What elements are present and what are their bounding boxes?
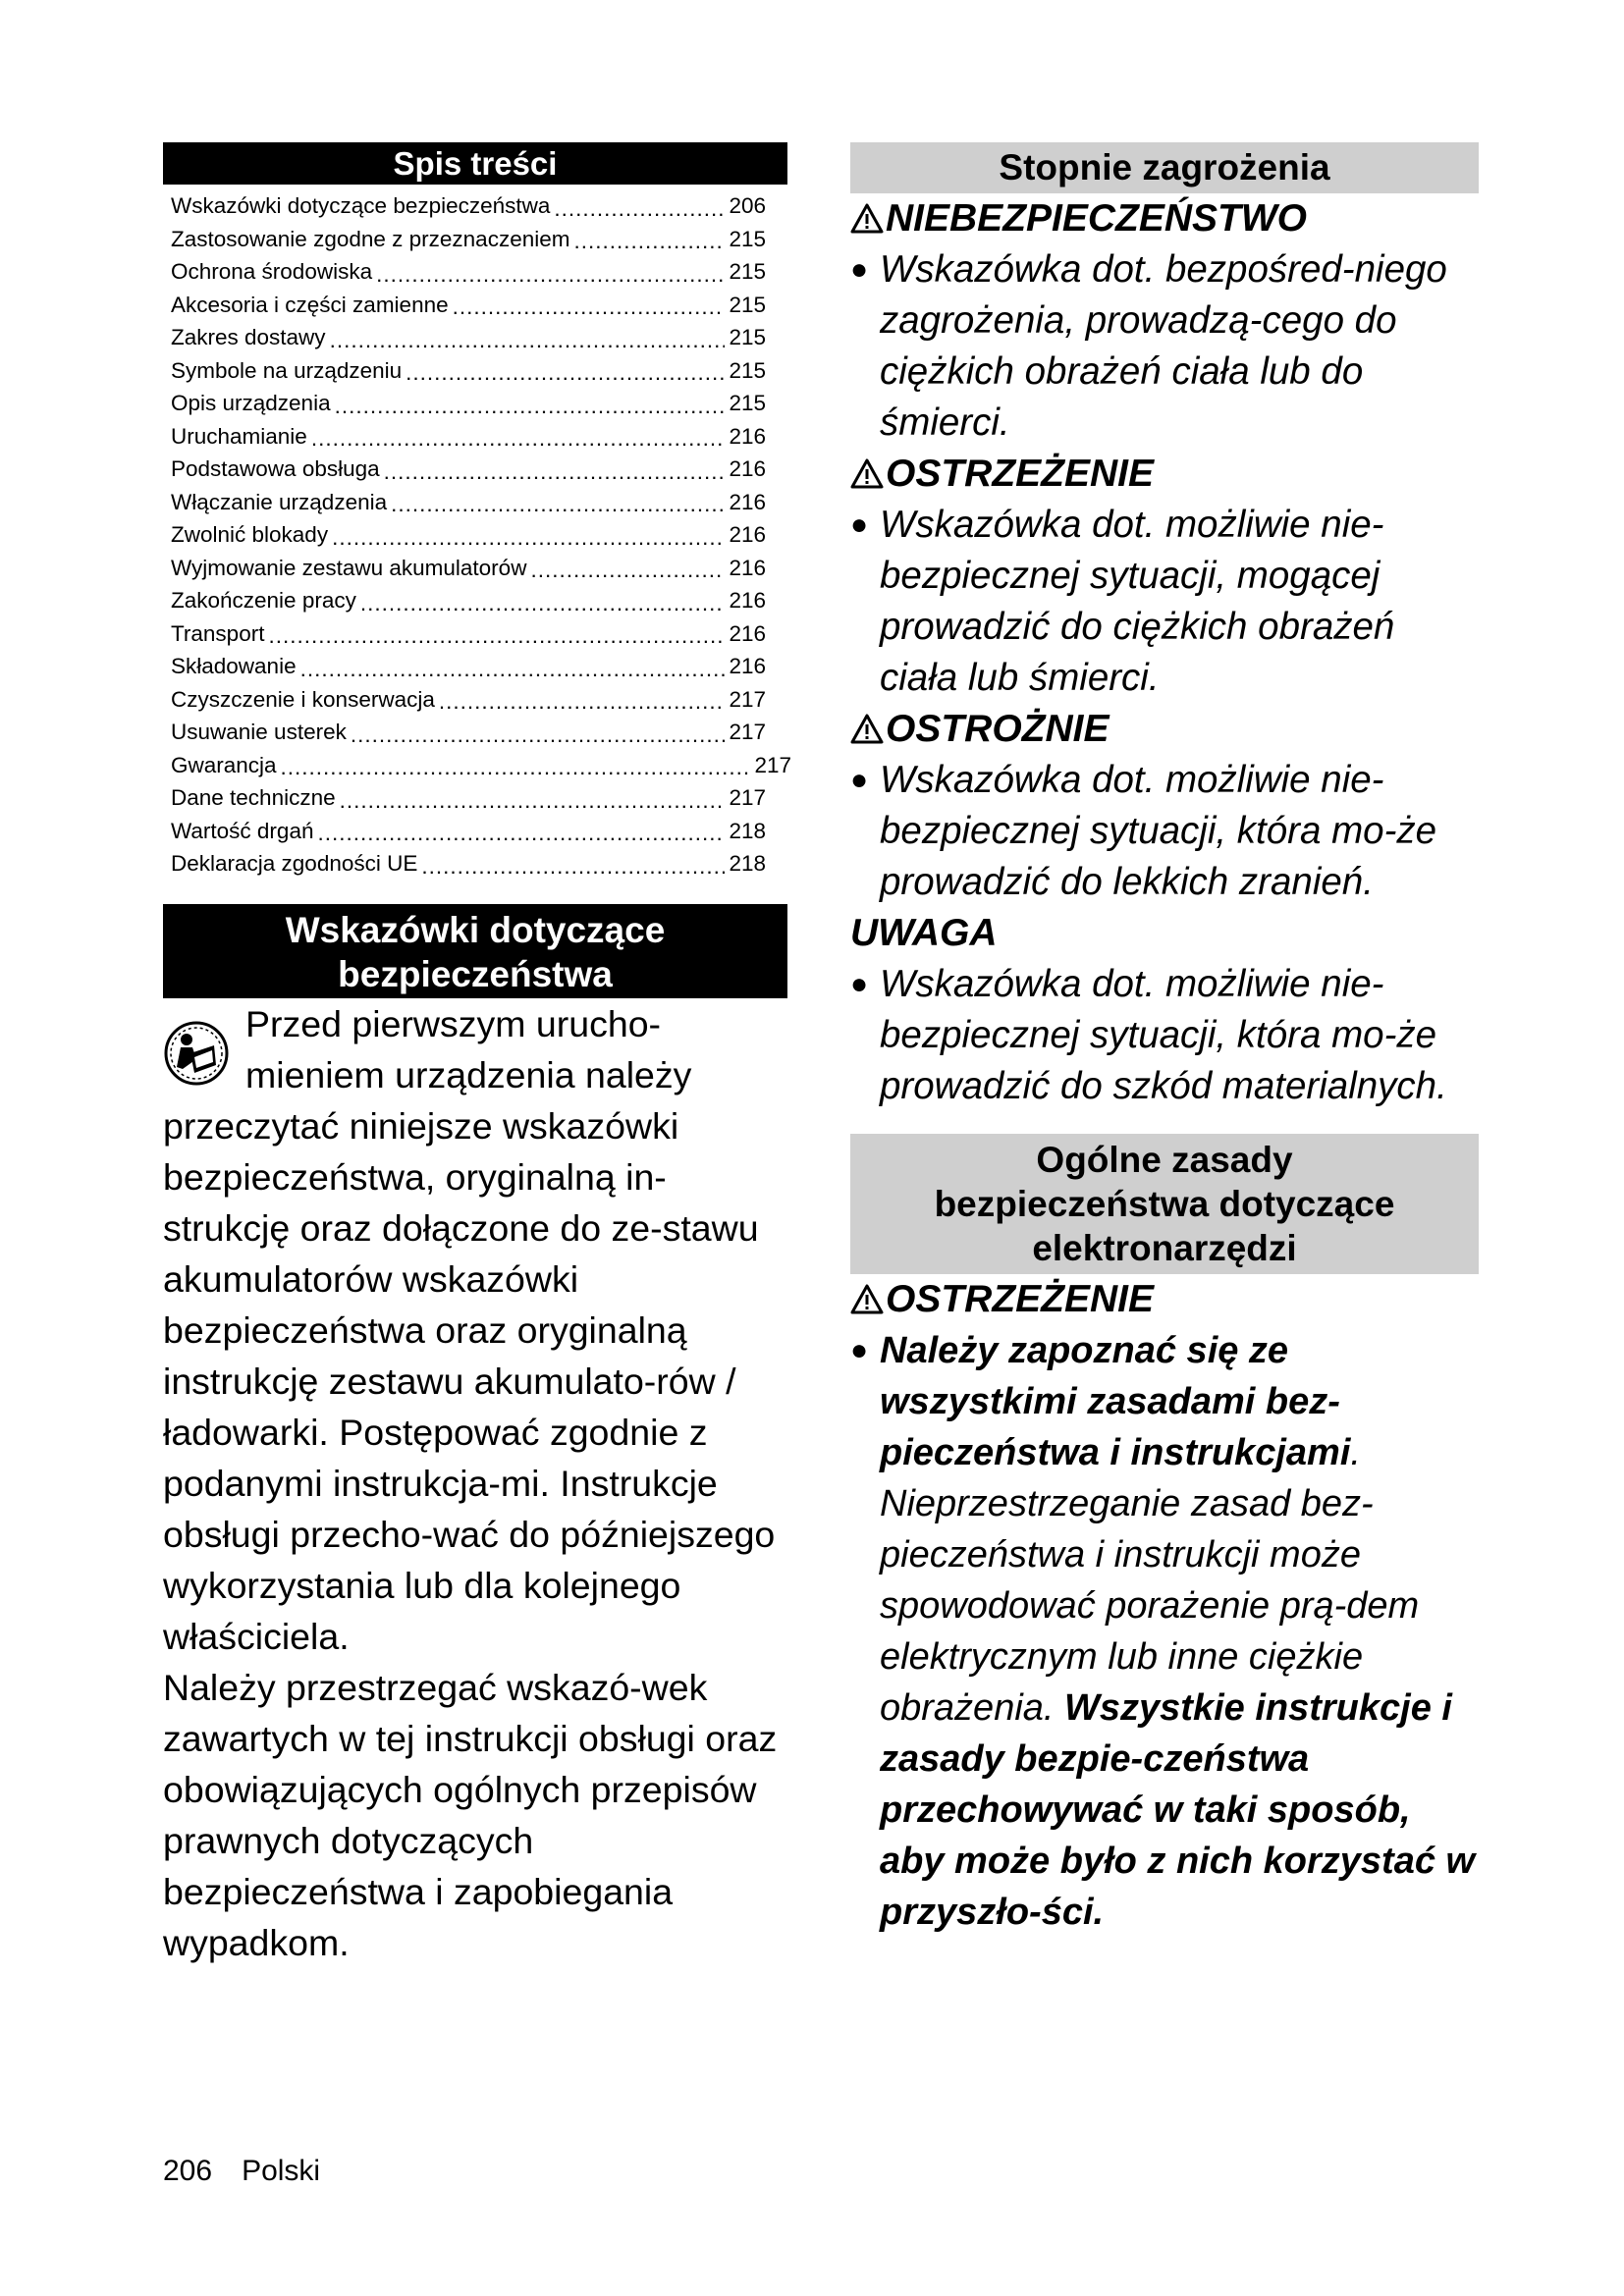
hazard-level-title (850, 908, 1479, 959)
hazard-level-4-title: UWAGA (850, 912, 998, 954)
toc-entry-page: 217 (729, 686, 766, 712)
safety-para1-line1: Przed pierwszym urucho- (245, 1002, 662, 1044)
toc-entry-title: Składowanie (171, 654, 297, 678)
right-column (850, 142, 1479, 1938)
toc-entry[interactable] (171, 847, 766, 881)
toc-dot-leader (554, 195, 725, 223)
safety-header-line1: Wskazówki dotyczące (285, 909, 666, 950)
toc-entry-title: Czyszczenie i konserwacja (171, 686, 435, 712)
toc-entry-title: Podstawowa obsługa (171, 456, 380, 481)
toc-entry[interactable] (171, 289, 766, 322)
toc-dot-leader (332, 524, 725, 552)
toc-header: Spis treści (163, 142, 787, 185)
bullet-icon: ● (850, 968, 869, 1000)
toc-entry-title: Włączanie urządzenia (171, 489, 388, 514)
toc-entry-title: Uruchamianie (171, 423, 307, 449)
footer-language: Polski (242, 2155, 321, 2187)
general-header-line2: bezpieczeństwa dotyczące (934, 1184, 1395, 1224)
bullet-icon: ● (850, 1334, 869, 1366)
toc-entry-page: 217 (729, 785, 766, 810)
general-rules-text (850, 1325, 1479, 1938)
general-warning-label: OSTRZEŻENIE (886, 1278, 1155, 1320)
toc-entry[interactable] (171, 552, 766, 585)
toc-entry-title: Zakończenie pracy (171, 588, 356, 613)
page-footer (163, 2155, 350, 2188)
toc-entry[interactable] (171, 781, 766, 815)
bullet-icon: ● (850, 764, 869, 796)
toc-entry-title: Ochrona środowiska (171, 259, 373, 284)
toc-entry-page: 217 (754, 752, 791, 777)
toc-dot-leader (573, 228, 725, 255)
toc-entry-page: 215 (729, 325, 766, 349)
safety-paragraph-1 (163, 998, 787, 1662)
toc-entry-page: 206 (729, 193, 766, 218)
toc-dot-leader (530, 557, 725, 584)
toc-entry-title: Wskazówki dotyczące bezpieczeństwa (171, 193, 551, 218)
toc-entry-title: Zastosowanie zgodne z przeznaczeniem (171, 226, 570, 251)
toc-entry-page: 217 (729, 720, 766, 744)
warning-triangle-icon (850, 714, 884, 745)
toc-dot-leader (300, 656, 726, 683)
toc-dot-leader (439, 688, 726, 716)
toc-entry-title: Usuwanie usterek (171, 720, 347, 744)
bullet-icon: ● (850, 253, 869, 286)
safety-section-header (163, 904, 787, 998)
toc-entry-title: Akcesoria i części zamienne (171, 292, 449, 317)
hazard-level-4-desc: Wskazówka dot. możliwie nie-bezpiecznej sytuacji, która mo-że prowadzić do szkód materialnych. (880, 963, 1447, 1107)
toc-entry-title: Deklaracja zgodności UE (171, 851, 418, 876)
general-bold-intro: Należy zapoznać się ze wszystkimi zasadami bez-pieczeństwa i instrukcjami (880, 1330, 1351, 1473)
hazard-level-3-title: OSTROŻNIE (886, 708, 1110, 750)
left-column (163, 142, 791, 1968)
page-number: 206 (163, 2155, 213, 2187)
toc-dot-leader (268, 622, 725, 650)
toc-dot-leader (335, 393, 726, 420)
toc-dot-leader (453, 294, 726, 321)
toc-entry-page: 216 (729, 588, 766, 613)
toc-entry-page: 215 (729, 357, 766, 383)
toc-entry-page: 218 (729, 851, 766, 876)
general-rules-header (850, 1134, 1479, 1274)
general-bold-end: Wszystkie instrukcje i zasady bezpie-czeństwa przechowywać w taki sposób, aby może było z nich korzystać w przyszło-ści. (880, 1687, 1476, 1933)
toc-entry[interactable] (171, 650, 766, 683)
general-header-line1: Ogólne zasady (1036, 1140, 1293, 1180)
toc-entry-page: 215 (729, 292, 766, 317)
toc-entry[interactable] (171, 453, 766, 486)
hazard-level-3-text (850, 755, 1479, 908)
hazard-level-1-text (850, 244, 1479, 449)
toc-entry[interactable] (171, 683, 766, 717)
toc-dot-leader (384, 458, 726, 486)
toc-entry-title: Transport (171, 620, 265, 646)
safety-para1-line2: mieniem urządzenia należy (245, 1053, 692, 1095)
hazard-level-title (850, 704, 1479, 755)
toc-entry-title: Zwolnić blokady (171, 522, 329, 547)
toc-entry-title: Symbole na urządzeniu (171, 357, 403, 383)
toc-entry-title: Dane techniczne (171, 785, 336, 810)
toc-entry-page: 216 (729, 456, 766, 481)
toc-dot-leader (421, 853, 725, 881)
warning-triangle-icon (850, 203, 884, 235)
warning-triangle-icon (850, 458, 884, 490)
toc-dot-leader (360, 590, 726, 617)
toc-entry-title: Wyjmowanie zestawu akumulatorów (171, 555, 527, 580)
hazard-level-1-desc: Wskazówka dot. bezpośred-niego zagrożenia, prowadzą-cego do ciężkich obrażeń ciała lub do śmierci. (880, 248, 1447, 444)
toc-dot-leader (317, 820, 725, 847)
safety-para1-rest: przeczytać niniejsze wskazówki bezpieczeństwa, oryginalną in-strukcję oraz dołączone do ze-stawu akumulatorów wskazówki bezpieczeństwa oraz oryginalną instrukcję zestawu akumulato-rów / ładowarki. Postępować zgodnie z podanymi instrukcja-mi. Instrukcje obsługi przecho-wać do późniejszego wykorzystania lub dla kolejnego właściciela. (163, 1104, 776, 1657)
toc-list (163, 189, 791, 881)
toc-entry[interactable] (171, 223, 766, 256)
safety-header-line2: bezpieczeństwa (338, 953, 613, 994)
toc-entry-page: 215 (729, 226, 766, 251)
general-bold-intro-end: . (1350, 1432, 1361, 1473)
toc-entry-title: Opis urządzenia (171, 391, 331, 415)
hazard-level-title (850, 449, 1479, 500)
toc-dot-leader (376, 261, 725, 289)
toc-entry-title: Zakres dostawy (171, 325, 326, 349)
toc-entry-title: Wartość drgań (171, 818, 314, 843)
toc-entry-page: 215 (729, 259, 766, 284)
toc-entry[interactable] (171, 255, 766, 289)
read-manual-icon (163, 1020, 230, 1087)
toc-dot-leader (281, 754, 751, 781)
toc-entry[interactable] (171, 518, 766, 552)
toc-entry-page: 216 (729, 555, 766, 580)
toc-entry[interactable] (171, 321, 766, 354)
warning-triangle-icon (850, 1284, 884, 1315)
hazard-level-2-desc: Wskazówka dot. możliwie nie-bezpiecznej sytuacji, mogącej prowadzić do ciężkich obrażeń ciała lub śmierci. (880, 504, 1395, 699)
toc-dot-leader (340, 787, 726, 815)
general-header-line3: elektronarzędzi (1032, 1228, 1297, 1268)
toc-dot-leader (391, 491, 725, 518)
toc-entry-page: 216 (729, 522, 766, 547)
toc-entry[interactable] (171, 420, 766, 454)
hazard-level-1-title: NIEBEZPIECZEŃSTWO (886, 197, 1308, 240)
hazard-level-4-text (850, 959, 1479, 1112)
toc-entry-page: 215 (729, 391, 766, 415)
toc-entry[interactable] (171, 749, 791, 782)
toc-entry[interactable] (171, 486, 766, 519)
toc-entry-page: 216 (729, 489, 766, 514)
toc-entry[interactable] (171, 584, 766, 617)
bullet-icon: ● (850, 508, 869, 541)
toc-entry-page: 216 (729, 620, 766, 646)
hazard-levels-header: Stopnie zagrożenia (850, 142, 1479, 193)
toc-entry-page: 216 (729, 423, 766, 449)
hazard-level-2-text (850, 500, 1479, 704)
general-warning-title (850, 1274, 1479, 1325)
toc-entry-page: 216 (729, 654, 766, 678)
hazard-level-title (850, 193, 1479, 244)
toc-entry-page: 218 (729, 818, 766, 843)
safety-paragraph-2: Należy przestrzegać wskazó-wek zawartych w tej instrukcji obsługi oraz obowiązujących ogólnych przepisów prawnych dotyczących bezpieczeństwa i zapobiegania wypadkom. (163, 1666, 778, 1963)
toc-dot-leader (330, 327, 726, 354)
toc-entry[interactable] (171, 716, 766, 749)
toc-entry[interactable] (171, 815, 766, 848)
toc-entry[interactable] (171, 617, 766, 651)
toc-entry[interactable] (171, 387, 766, 420)
hazard-level-3-desc: Wskazówka dot. możliwie nie-bezpiecznej sytuacji, która mo-że prowadzić do lekkich zranień. (880, 759, 1437, 903)
general-body: Nieprzestrzeganie zasad bez-pieczeństwa i instrukcji może spowodować porażenie prą-dem elektrycznym lub inne ciężkie obrażenia. (880, 1483, 1420, 1729)
hazard-level-2-title: OSTRZEŻENIE (886, 453, 1155, 495)
toc-entry[interactable] (171, 354, 766, 388)
toc-entry[interactable] (171, 189, 766, 223)
toc-dot-leader (351, 721, 726, 749)
toc-dot-leader (311, 425, 726, 453)
toc-dot-leader (406, 359, 725, 387)
toc-entry-title: Gwarancja (171, 752, 277, 777)
